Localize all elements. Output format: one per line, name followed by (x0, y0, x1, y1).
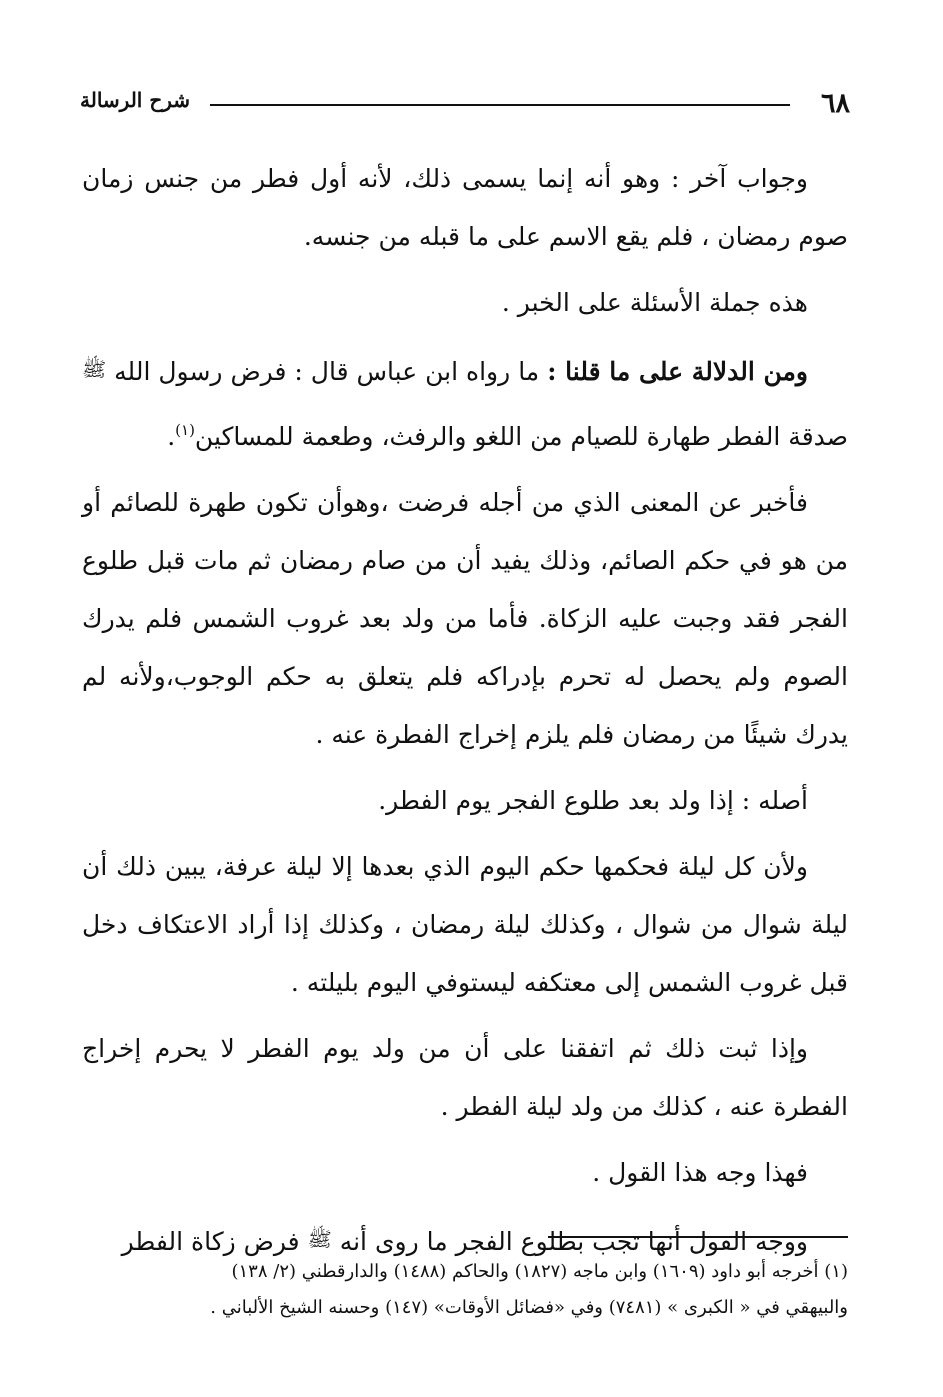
page-number: ٦٨ (820, 88, 850, 119)
paragraph-7: وإذا ثبت ذلك ثم اتفقنا على أن من ولد يوم الفطر لا يحرم إخراج الفطرة عنه ، كذلك من ولد ليلة الفطر . (82, 1034, 848, 1121)
paragraph-1: وجواب آخر : وهو أنه إنما يسمى ذلك، لأنه أول فطر من جنس زمان صوم رمضان ، فلم يقع الاسم على ما قبله من جنسه. (82, 164, 848, 251)
paragraph-9-text-a: ووجه القول أنها تجب بطلوع الفجر ما روى أنه (331, 1227, 808, 1256)
page-header (60, 88, 850, 128)
running-title: شرح الرسالة (80, 88, 191, 112)
blessing-glyph-2: ﷺ (307, 1227, 332, 1251)
footnote-1-line-2: والبيهقي في « الكبرى » (٧٤٨١) وفي «فضائل الأوقات» (١٤٧) وحسنه الشيخ الألباني . (210, 1297, 848, 1318)
paragraph-6: ولأن كل ليلة فحكمها حكم اليوم الذي بعدها إلا ليلة عرفة، يبين ذلك أن ليلة شوال من شوال ، وكذلك ليلة رمضان ، وكذلك إذا أراد الاعتكاف دخل قبل غروب الشمس إلى معتكفه ليستوفي اليوم بليلته . (82, 852, 848, 997)
footnote-reference[interactable]: (١) (175, 421, 195, 439)
footnotes (82, 1254, 848, 1326)
footnote-rule (548, 1236, 848, 1238)
paragraph-3 (82, 340, 848, 466)
paragraph-3-text-a: ما رواه ابن عباس قال : فرض رسول الله (106, 357, 548, 386)
paragraph-2: هذه جملة الأسئلة على الخبر . (501, 288, 808, 317)
paragraph-3-text-b: صدقة الفطر طهارة للصيام من اللغو والرفث، وطعمة للمساكين (194, 422, 848, 451)
paragraph-3-end: . (167, 422, 176, 451)
paragraph-4: فأخبر عن المعنى الذي من أجله فرضت ،وهوأن تكون طهرة للصائم أو من هو في حكم الصائم، وذلك يفيد أن من صام رمضان ثم مات قبل طلوع الفجر فقد وجبت عليه الزكاة. فأما من ولد بعد غروب الشمس فلم يدرك الصوم ولم يحصل له تحرم بإدراكه فلم يتعلق به حكم الوجوب،ولأنه لم يدرك شيئًا من رمضان فلم يلزم إخراج الفطرة عنه . (82, 488, 848, 749)
paragraph-5: أصله : إذا ولد بعد طلوع الفجر يوم الفطر. (378, 786, 808, 815)
paragraph-9-text-b: فرض زكاة الفطر (121, 1227, 308, 1256)
header-rule (210, 104, 790, 106)
paragraph-8: فهذا وجه هذا القول . (592, 1158, 808, 1187)
blessing-glyph-1: ﷺ (82, 357, 107, 381)
main-text (82, 150, 848, 1279)
paragraph-3-lead: ومن الدلالة على ما قلنا : (547, 357, 808, 386)
footnote-1-line-1: (١) أخرجه أبو داود (١٦٠٩) وابن ماجه (١٨٢٧) والحاكم (١٤٨٨) والدارقطني (٢/ ١٣٨) (231, 1261, 848, 1282)
